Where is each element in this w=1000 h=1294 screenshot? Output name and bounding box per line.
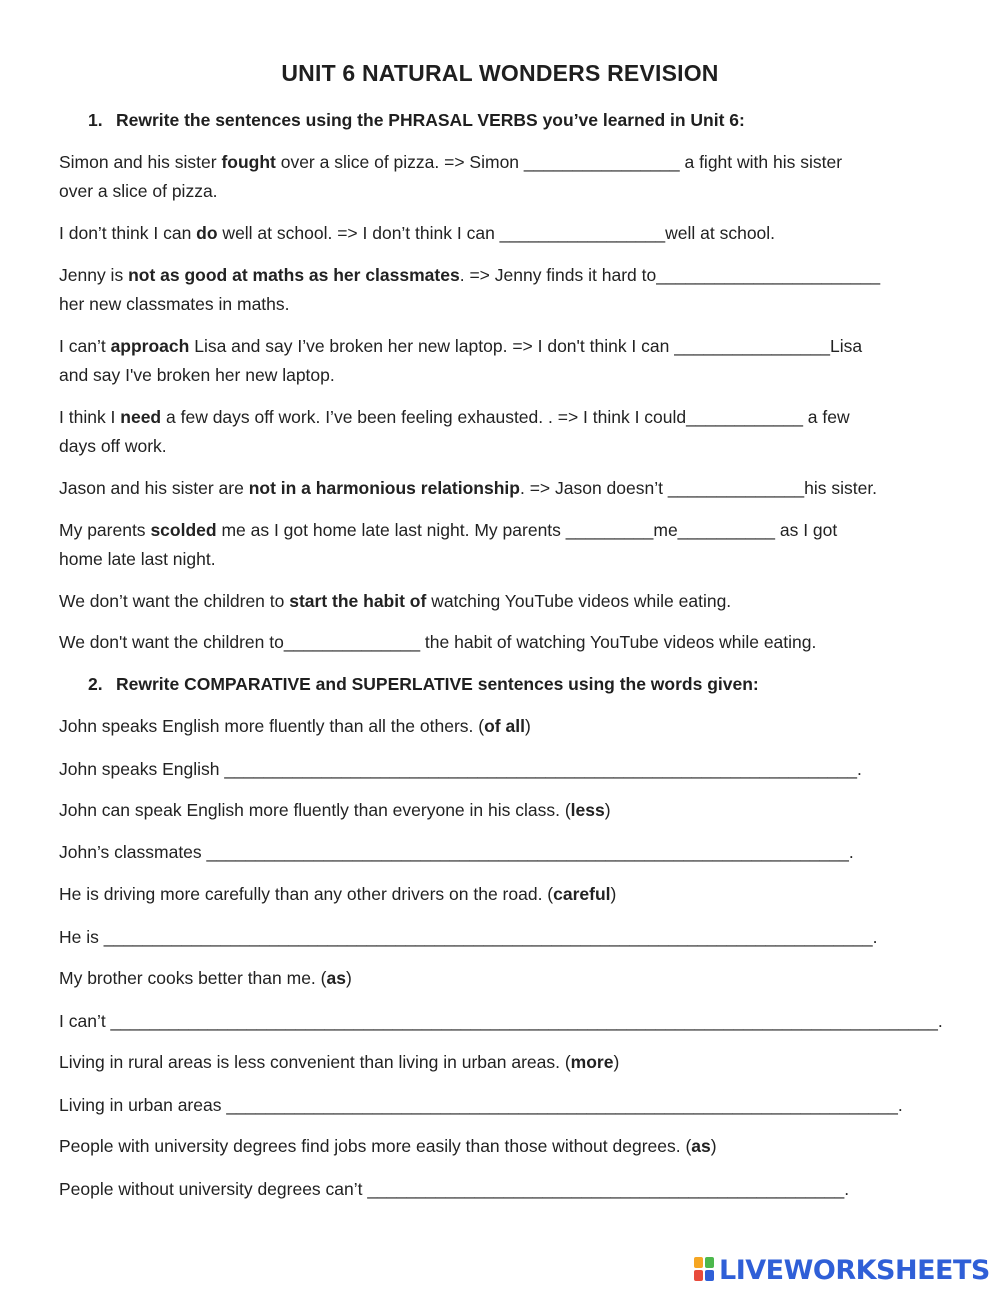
key-phrase: start the habit of	[289, 591, 427, 611]
exercise-line	[59, 1048, 619, 1077]
line-text: over a slice of pizza. => Simon ________________ a fight with his sister	[275, 152, 843, 172]
page-title: UNIT 6 NATURAL WONDERS REVISION	[281, 60, 719, 86]
line-text: John can speak English more fluently than everyone in his class. (	[59, 800, 571, 820]
exercise-line	[59, 332, 862, 361]
exercise-line	[59, 148, 842, 177]
line-text: We don’t want the children to	[59, 591, 290, 611]
logo-text: LIVEWORKSHEETS	[719, 1254, 990, 1286]
line-text: John speaks English _________________________________________________________________.	[59, 759, 862, 779]
exercise-line	[59, 964, 352, 993]
key-phrase: fought	[221, 152, 276, 172]
key-phrase: careful	[553, 884, 611, 904]
line-text: Jenny is	[59, 265, 129, 285]
key-phrase: do	[196, 223, 218, 243]
line-text: )	[613, 1052, 620, 1072]
key-phrase: not in a harmonious relationship	[248, 478, 520, 498]
line-text: I think I	[59, 407, 121, 427]
line-text: People without university degrees can’t _________________________________________________.	[59, 1179, 850, 1199]
exercise-line	[59, 923, 877, 952]
line-text: People with university degrees find jobs more easily than those without degrees. (	[59, 1136, 692, 1156]
section-1-heading	[88, 110, 745, 131]
key-phrase: scolded	[150, 520, 217, 540]
liveworksheets-mark-icon	[694, 1257, 716, 1283]
key-phrase: of all	[484, 716, 525, 736]
line-text: home late last night.	[59, 549, 216, 569]
exercise-line	[59, 712, 531, 741]
line-text: Simon and his sister	[59, 152, 222, 172]
exercise-line	[59, 516, 837, 545]
exercise-line	[59, 361, 335, 390]
line-text: )	[604, 800, 611, 820]
section-2-heading-text: Rewrite COMPARATIVE and SUPERLATIVE sentences using the words given:	[116, 674, 759, 694]
key-phrase: not as good at maths as her classmates	[128, 265, 460, 285]
liveworksheets-logo	[694, 1255, 990, 1285]
key-phrase: need	[120, 407, 162, 427]
section-2-heading	[88, 674, 759, 695]
key-phrase: more	[570, 1052, 614, 1072]
line-text: Lisa and say I’ve broken her new laptop. => I don't think I can ________________Lisa	[189, 336, 863, 356]
exercise-line	[59, 838, 854, 867]
exercise-line	[59, 474, 877, 503]
line-text: and say I've broken her new laptop.	[59, 365, 335, 385]
exercise-line	[59, 880, 616, 909]
line-text: I don’t think I can	[59, 223, 197, 243]
line-text: . => Jason doesn’t ______________his sister.	[519, 478, 878, 498]
exercise-line	[59, 1175, 849, 1204]
line-text: )	[345, 968, 352, 988]
key-phrase: as	[691, 1136, 711, 1156]
line-text: He is driving more carefully than any other drivers on the road. (	[59, 884, 554, 904]
line-text: Living in urban areas _____________________________________________________________________.	[59, 1095, 903, 1115]
exercise-line	[59, 219, 775, 248]
line-text: )	[524, 716, 531, 736]
line-text: her new classmates in maths.	[59, 294, 290, 314]
key-phrase: approach	[110, 336, 190, 356]
line-text: We don't want the children to______________ the habit of watching YouTube videos while eating.	[59, 632, 817, 652]
key-phrase: as	[326, 968, 346, 988]
line-text: )	[610, 884, 617, 904]
exercise-line	[59, 261, 880, 290]
mark-square	[694, 1257, 703, 1268]
mark-square	[694, 1270, 703, 1281]
section-2-number: 2.	[88, 674, 103, 694]
exercise-line	[59, 177, 218, 206]
exercise-line	[59, 290, 290, 319]
section-1-heading-text: Rewrite the sentences using the PHRASAL VERBS you’ve learned in Unit 6:	[116, 110, 745, 130]
exercise-line	[59, 1132, 717, 1161]
line-text: . => Jenny finds it hard to_______________________	[459, 265, 881, 285]
line-text: over a slice of pizza.	[59, 181, 218, 201]
line-text: me as I got home late last night. My parents _________me__________ as I got	[216, 520, 838, 540]
line-text: watching YouTube videos while eating.	[426, 591, 732, 611]
exercise-line	[59, 432, 167, 461]
exercise-line	[59, 1007, 943, 1036]
line-text: I can’t	[59, 336, 111, 356]
line-text: My parents	[59, 520, 151, 540]
line-text: Jason and his sister are	[59, 478, 249, 498]
line-text: Living in rural areas is less convenient than living in urban areas. (	[59, 1052, 571, 1072]
line-text: well at school. => I don’t think I can _________________well at school.	[217, 223, 776, 243]
key-phrase: less	[570, 800, 605, 820]
line-text: He is _______________________________________________________________________________.	[59, 927, 878, 947]
section-1-number: 1.	[88, 110, 103, 130]
mark-square	[705, 1257, 714, 1268]
exercise-line	[59, 628, 816, 657]
exercise-line	[59, 587, 731, 616]
line-text: John’s classmates __________________________________________________________________.	[59, 842, 854, 862]
exercise-line	[59, 403, 850, 432]
mark-square	[705, 1270, 714, 1281]
line-text: John speaks English more fluently than all the others. (	[59, 716, 485, 736]
line-text: days off work.	[59, 436, 167, 456]
exercise-line	[59, 755, 862, 784]
line-text: My brother cooks better than me. (	[59, 968, 327, 988]
exercise-line	[59, 796, 611, 825]
line-text: a few days off work. I’ve been feeling exhausted. . => I think I could____________ a few	[161, 407, 850, 427]
line-text: )	[710, 1136, 717, 1156]
line-text: I can’t _____________________________________________________________________________________.	[59, 1011, 943, 1031]
exercise-line	[59, 545, 216, 574]
exercise-line	[59, 1091, 903, 1120]
